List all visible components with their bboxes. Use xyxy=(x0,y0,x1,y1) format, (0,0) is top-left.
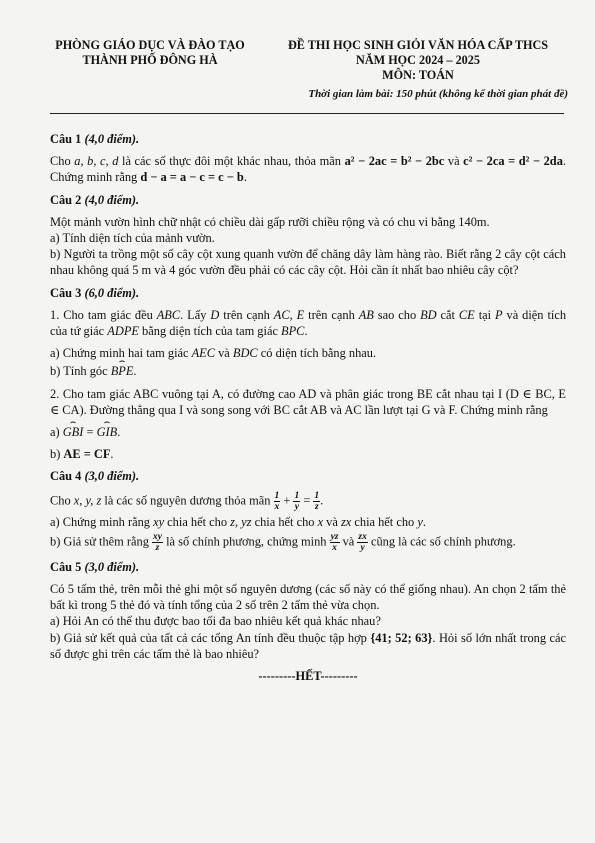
question-3-part-2b: b) AE = CF. xyxy=(50,447,114,462)
fraction-xy-over-z: $\frac{xy}{z}$ xyxy=(153,531,162,553)
question-1-text: Cho a, b, c, d là các số thực đôi một khác nhau, thỏa mãn a² − 2ac = b² − 2bc và c² − 2ca = d² − 2da. Chứng minh rằng d − a = a − c = c − b. xyxy=(50,154,566,185)
question-3-part-1a: a) Chứng minh hai tam giác AEC và BDC có diện tích bằng nhau. xyxy=(50,346,377,361)
question-3-part-2: 2. Cho tam giác ABC vuông tại A, có đường cao AD và phân giác trong BE cắt nhau tại I (D ∈ BC, E ∈ CA). Đường thẳng qua I và song song với BC cắt AB và AC lần lượt tại G và F. Chứng minh rằng xyxy=(50,386,566,417)
city-name: THÀNH PHỐ ĐÔNG HÀ xyxy=(82,53,218,67)
question-5-part-b: b) Giả sử kết quả của tất cả các tổng An tính đều thuộc tập hợp {41; 52; 63}. Hỏi số lớn nhất trong các số được ghi trên các tấm thẻ là bao nhiêu? xyxy=(50,630,566,661)
fraction-1-over-z: $\frac{1}{z}$ xyxy=(314,490,320,512)
fraction-1-over-x: $\frac{1}{x}$ xyxy=(274,490,280,512)
department-name: PHÒNG GIÁO DỤC VÀ ĐÀO TẠO xyxy=(55,38,245,52)
fraction-zx-over-y: $\frac{zx}{y}$ xyxy=(358,531,367,553)
department-header xyxy=(34,38,266,68)
question-2-text xyxy=(50,214,566,279)
question-3-part-1: 1. Cho tam giác đều ABC. Lấy D trên cạnh AC, E trên cạnh AB sao cho BD cắt CE tại P và diện tích của tứ giác ADPE bằng diện tích của tam giác BPC. xyxy=(50,307,567,339)
question-1-heading: Câu 1 (4,0 điểm). xyxy=(50,132,140,146)
question-4-part-b: b) Giả sử thêm rằng $\frac{xy}{z}$ là số chính phương, chứng minh $\frac{yz}{x}$ và $\frac{zx}{y}$ cũng là các số chính phương. xyxy=(50,531,516,553)
question-4-intro: Cho x, y, z là các số nguyên dương thỏa mãn $\frac{1}{x}$ + $\frac{1}{y}$ = $\frac{1}{z}$ . xyxy=(50,490,324,512)
question-5-heading: Câu 5 (3,0 điểm). xyxy=(50,559,140,574)
angle-bpe: ⌢ BPE xyxy=(111,363,134,379)
exam-title: ĐỀ THI HỌC SINH GIỎI VĂN HÓA CẤP THCS xyxy=(287,38,549,52)
question-3-heading: Câu 3 (6,0 điểm). xyxy=(50,285,140,300)
fraction-yz-over-x: $\frac{yz}{x}$ xyxy=(330,531,339,553)
question-5-part-a: a) Hỏi An có thể thu được bao tối đa bao nhiêu kết quả khác nhau? xyxy=(50,614,381,629)
question-4-part-a: a) Chứng minh rằng xy chia hết cho z, yz chia hết cho x và zx chia hết cho y. xyxy=(50,514,426,529)
question-5-text xyxy=(50,581,566,662)
exam-body xyxy=(50,131,566,684)
subject: MÔN: TOÁN xyxy=(382,68,454,82)
angle-gib: ⌢ GIB xyxy=(97,424,118,440)
question-2-heading: Câu 2 (4,0 điểm). xyxy=(50,192,140,207)
angle-gbi: ⌢ GBI xyxy=(63,424,84,440)
question-4-heading: Câu 4 (3,0 điểm). xyxy=(50,469,140,484)
question-2-part-a: a) Tính diện tích của mảnh vườn. xyxy=(50,231,215,246)
school-year: NĂM HỌC 2024 – 2025 xyxy=(356,53,480,67)
question-3-part-1b: b) Tính góc ⌢ BPE. xyxy=(50,363,566,379)
header-divider xyxy=(50,113,564,114)
end-marker: ---------HẾT--------- xyxy=(258,669,358,684)
time-note: Thời gian làm bài: 150 phút (không kể thời gian phát đề) xyxy=(308,88,568,100)
question-3-part-2a: a) ⌢ GBI = ⌢ GIB. xyxy=(50,424,566,440)
exam-header xyxy=(268,38,568,83)
question-2-part-b: b) Người ta trồng một số cây cột xung quanh vườn để chăng dây làm hàng rào. Biết rằng 2 cây cột cách nhau không quá 5 m và 4 góc vườn đều phải có các cây cột. Hỏi cần ít nhất bao nhiêu cây cột? xyxy=(50,247,566,278)
fraction-1-over-y: $\frac{1}{y}$ xyxy=(294,490,300,512)
question-2-intro: Một mảnh vườn hình chữ nhật có chiều dài gấp rưỡi chiều rộng và có chu vi bằng 140m. xyxy=(50,214,490,229)
question-5-intro: Có 5 tấm thẻ, trên mỗi thẻ ghi một số nguyên dương (các số này có thể giống nhau). An chọn 2 tấm thẻ bất kì trong 5 thẻ đó và tính tổng của 2 số trên 2 tấm thẻ vừa chọn. xyxy=(50,582,566,613)
